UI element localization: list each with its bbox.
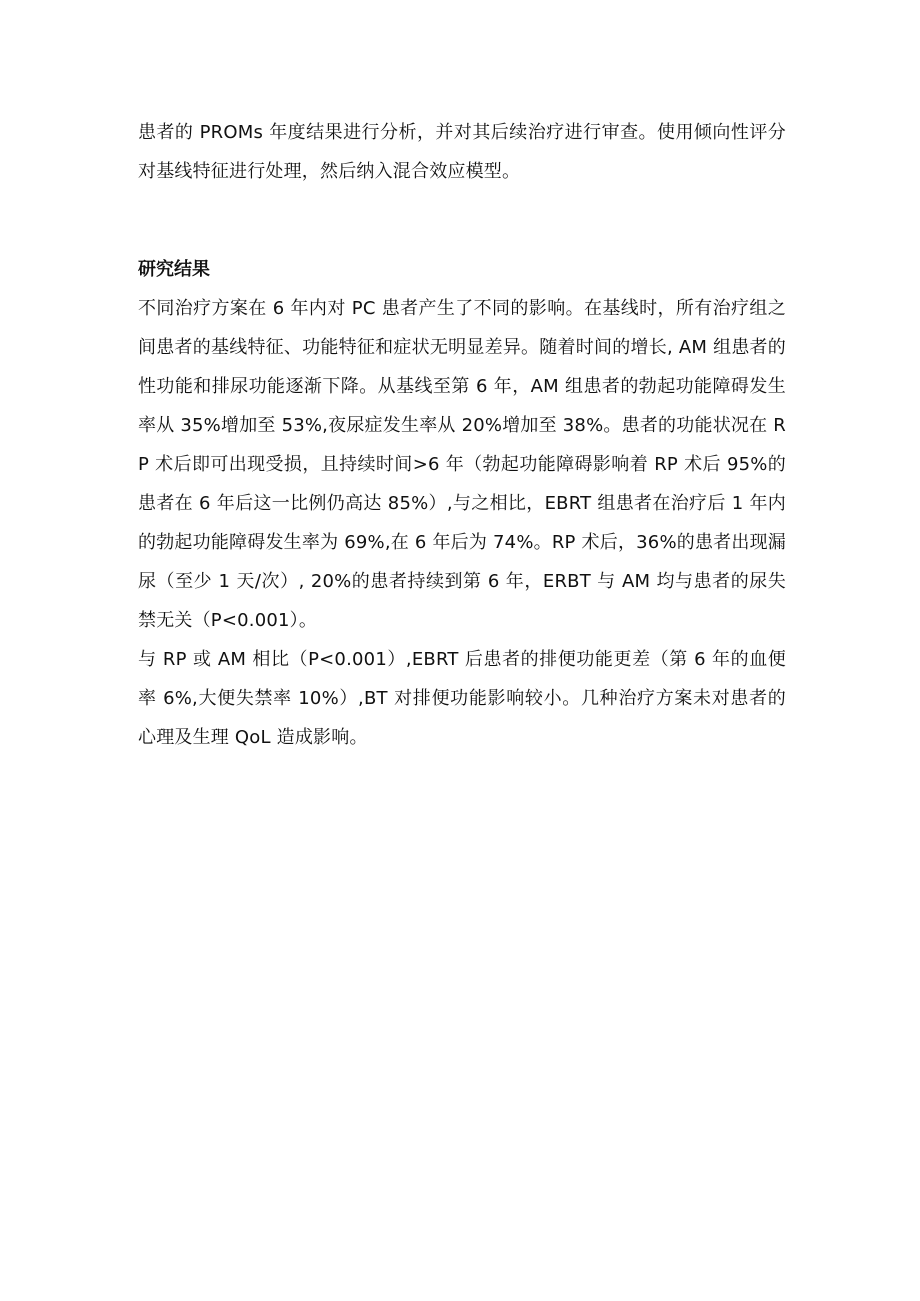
results-paragraph-2: 与 RP 或 AM 相比（P<0.001）,EBRT 后患者的排便功能更差（第 6 年的血便率 6%,大便失禁率 10%）,BT 对排便功能影响较小。几种治疗方案未对患者的心理及生理 QoL 造成影响。 [138,649,786,748]
results-paragraph-1: 不同治疗方案在 6 年内对 PC 患者产生了不同的影响。在基线时，所有治疗组之间患者的基线特征、功能特征和症状无明显差异。随着时间的增长, AM 组患者的性功能和排尿功能逐渐下降。从基线至第 6 年，AM 组患者的勃起功能障碍发生率从 35%增加至 53%,夜尿症发生率从 20%增加至 38%。患者的功能状况在 RP 术后即可出现受损，且持续时间>6 年（勃起功能障碍影响着 RP 术后 95%的患者在 6 年后这一比例仍高达 85%）,与之相比，EBRT 组患者在治疗后 1 年内的勃起功能障碍发生率为 69%,在 6 年后为 74%。RP 术后，36%的患者出现漏尿（至少 1 天/次）, 20%的患者持续到第 6 年，ERBT 与 AM 均与患者的尿失禁无关（P<0.001）。 [138,298,786,631]
methods-paragraph: 患者的 PROMs 年度结果进行分析，并对其后续治疗进行审查。使用倾向性评分对基线特征进行处理，然后纳入混合效应模型。 [138,122,786,182]
results-heading: 研究结果 [138,259,210,280]
document-page [138,113,786,757]
